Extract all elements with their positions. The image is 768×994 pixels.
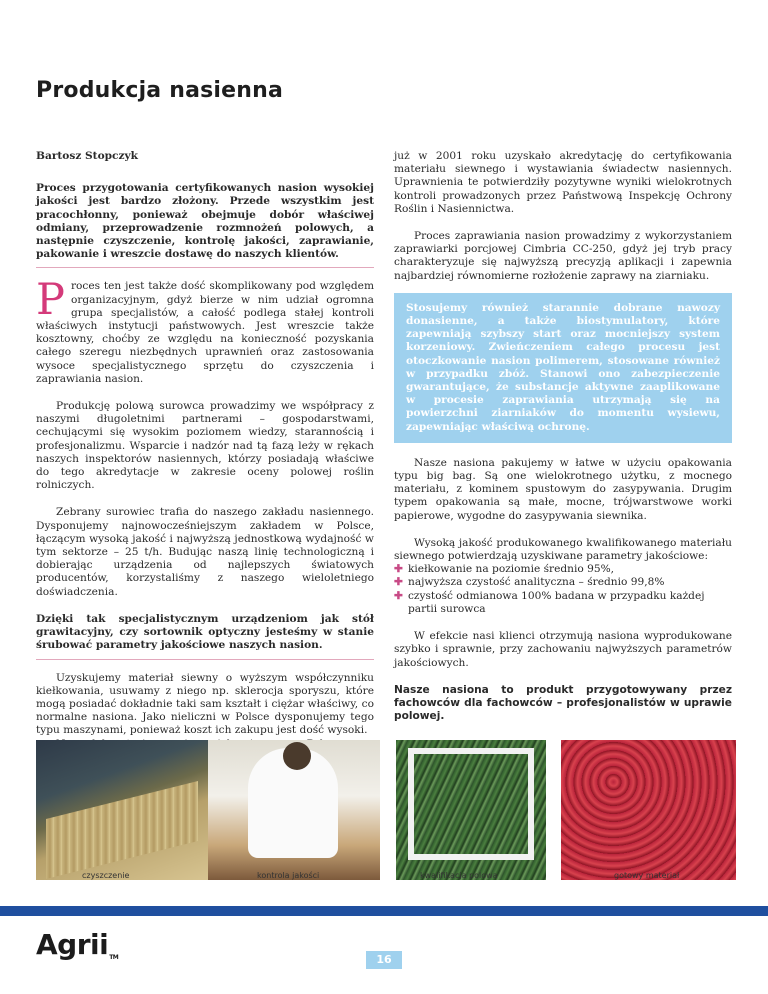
photo-cleaning	[36, 740, 208, 880]
paragraph-3: Zebrany surowiec trafia do naszego zakładu nasiennego. Dysponujemy najnowocześniejszym zakładem w Polsce, łączącym wysoką jakość i najwyższą jednostkową wydajność w tym sektorze – 25 t/h. Budując naszą linię technologiczną i dobierając urządzenia od najlepszych światowych producentów, korzystaliśmy z naszego wieloletniego doświadczenia.	[36, 506, 374, 598]
paragraph-4: Uzyskujemy materiał siewny o wyższym współczynniku kiełkowania, usuwamy z niego np. sklerocja sporyszu, które mogą posiadać dokładnie taki sam kształt i ciężar właściwy, co normalne nasiona. Jako nieliczni w Polsce dysponujemy tego typu maszynami, ponieważ koszt ich zakupu jest dość wysoki.	[36, 671, 374, 737]
agrii-logo: AgriiTM	[36, 928, 119, 961]
plus-icon: ✚	[394, 589, 403, 602]
right-paragraph-5: W efekcie nasi klienci otrzymują nasiona wyprodukowane szybko i sprawnie, przy zachowaniu najwyższych parametrów jakościowych.	[394, 630, 732, 669]
photo-field-qualification	[396, 740, 546, 880]
list-item: ✚ kiełkowanie na poziomie średnio 95%,	[394, 563, 615, 576]
page-number: 16	[366, 951, 402, 969]
lead-paragraph: Proces przygotowania certyfikowanych nasion wysokiej jakości jest bardzo złożony. Przede wszystkim jest pracochłonny, ponieważ obejmuje dobór właściwej odmiany, przeprowadzenie rozmnożeń polowych, a następnie czyszczenie, kontrolę jakości, zaprawianie, pakowanie i wreszcie dostawę do naszych klientów.	[36, 182, 374, 268]
author: Bartosz Stopczyk	[36, 150, 139, 162]
list-item: ✚ najwyższa czystość analityczna – średnio 99,8%	[394, 576, 665, 589]
page-title: Produkcja nasienna	[36, 78, 284, 103]
right-paragraph-3: Nasze nasiona pakujemy w łatwe w użyciu opakowania typu big bag. Są one wielokrotnego użytku, z mocnego materiału, z kominem spustowym do zasypywania. Drugim typem opakowania są małe, mocne, trójwarstwowe worki papierowe, wygodne do zasypywania siewnika.	[394, 456, 732, 522]
list-item: ✚ czystość odmianowa 100% badana w przypadku każdej partii surowca	[394, 589, 705, 615]
highlight-statement: Dzięki tak specjalistycznym urządzeniom jak stół grawitacyjny, czy sortownik optyczny jesteśmy w stanie śrubować parametry jakościowe naszych nasion.	[36, 613, 374, 660]
right-column	[394, 150, 732, 723]
closing-statement: Nasze nasiona to produkt przygotowywany przez fachowców dla fachowców – profesjonalistów w uprawie polowej.	[394, 683, 732, 723]
paragraph-2: Produkcję polową surowca prowadzimy we współpracy z naszymi długoletnimi partnerami – gospodarstwami, cechującymi się wysokim poziomem wiedzy, starannością i profesjonalizmu. Wsparcie i nadzór nad tą fazą leży w rękach naszych inspektorów nasiennych, którzy posiadają właściwe do tego akredytacje w zakresie oceny polowej roślin rolniczych.	[36, 400, 374, 492]
caption-finished-material: gotowy materiał	[614, 871, 680, 880]
quality-list	[394, 563, 732, 616]
right-paragraph-1: już w 2001 roku uzyskało akredytację do certyfikowania materiału siewnego i wystawiania świadectw nasiennych. Uprawnienia te potwierdziły pozytywne wyniki wielokrotnych kontroli prowadzonych przez Państwową Inspekcję Ochrony Roślin i Nasiennictwa.	[394, 150, 732, 215]
right-paragraph-2: Proces zaprawiania nasion prowadzimy z wykorzystaniem zaprawiarki porcjowej Cimbria CC-250, gdyż jej tryb pracy charakteryzuje się najwyższą precyzją aplikacji i zapewnia najbardziej równomierne rozłożenie zaprawy na ziarniaku.	[394, 230, 732, 282]
right-paragraph-4: Wysoką jakość produkowanego kwalifikowanego materiału siewnego potwierdzają uzyskiwane parametry jakościowe:	[394, 536, 732, 563]
photo-strip	[36, 740, 736, 880]
caption-field-qualification: kwalifikacja polowa	[420, 871, 498, 880]
plus-icon: ✚	[394, 576, 403, 589]
plus-icon: ✚	[394, 563, 403, 576]
footer-bar	[0, 906, 768, 916]
info-box: Stosujemy również starannie dobrane nawozy donasienne, a także biostymulatory, które zapewniają szybszy start oraz mocniejszy system korzeniowy. Zwieńczeniem całego procesu jest otoczkowanie nasion polimerem, stosowane również w przypadku zbóż. Stanowi ono zabezpieczenie gwarantujące, że substancje aktywne zaaplikowane w procesie zaprawiania utrzymają się na powierzchni ziarniaków do momentu wysiewu, zapewniając właściwą ochronę.	[394, 293, 732, 443]
photo-quality-control	[208, 740, 380, 880]
caption-quality-control: kontrola jakości	[257, 871, 320, 880]
photo-finished-seeds	[561, 740, 736, 880]
paragraph-1-text: roces ten jest także dość skomplikowany pod względem organizacyjnym, gdyż bierze w nim udział ogromna grupa specjalistów, a całość podlega stałej kontroli właściwych instytucji państwowych. Jest wreszcie także kosztowny, choćby ze względu na konieczność pozyskania całego szeregu niezbędnych uprawnień oraz zastosowania wysoce specjalistycznego sprzętu do czyszczenia i zaprawiania nasion.	[36, 280, 374, 385]
caption-cleaning: czyszczenie	[82, 871, 130, 880]
paragraph-1	[36, 275, 374, 386]
drop-cap: P	[36, 275, 65, 326]
left-column	[36, 150, 374, 751]
